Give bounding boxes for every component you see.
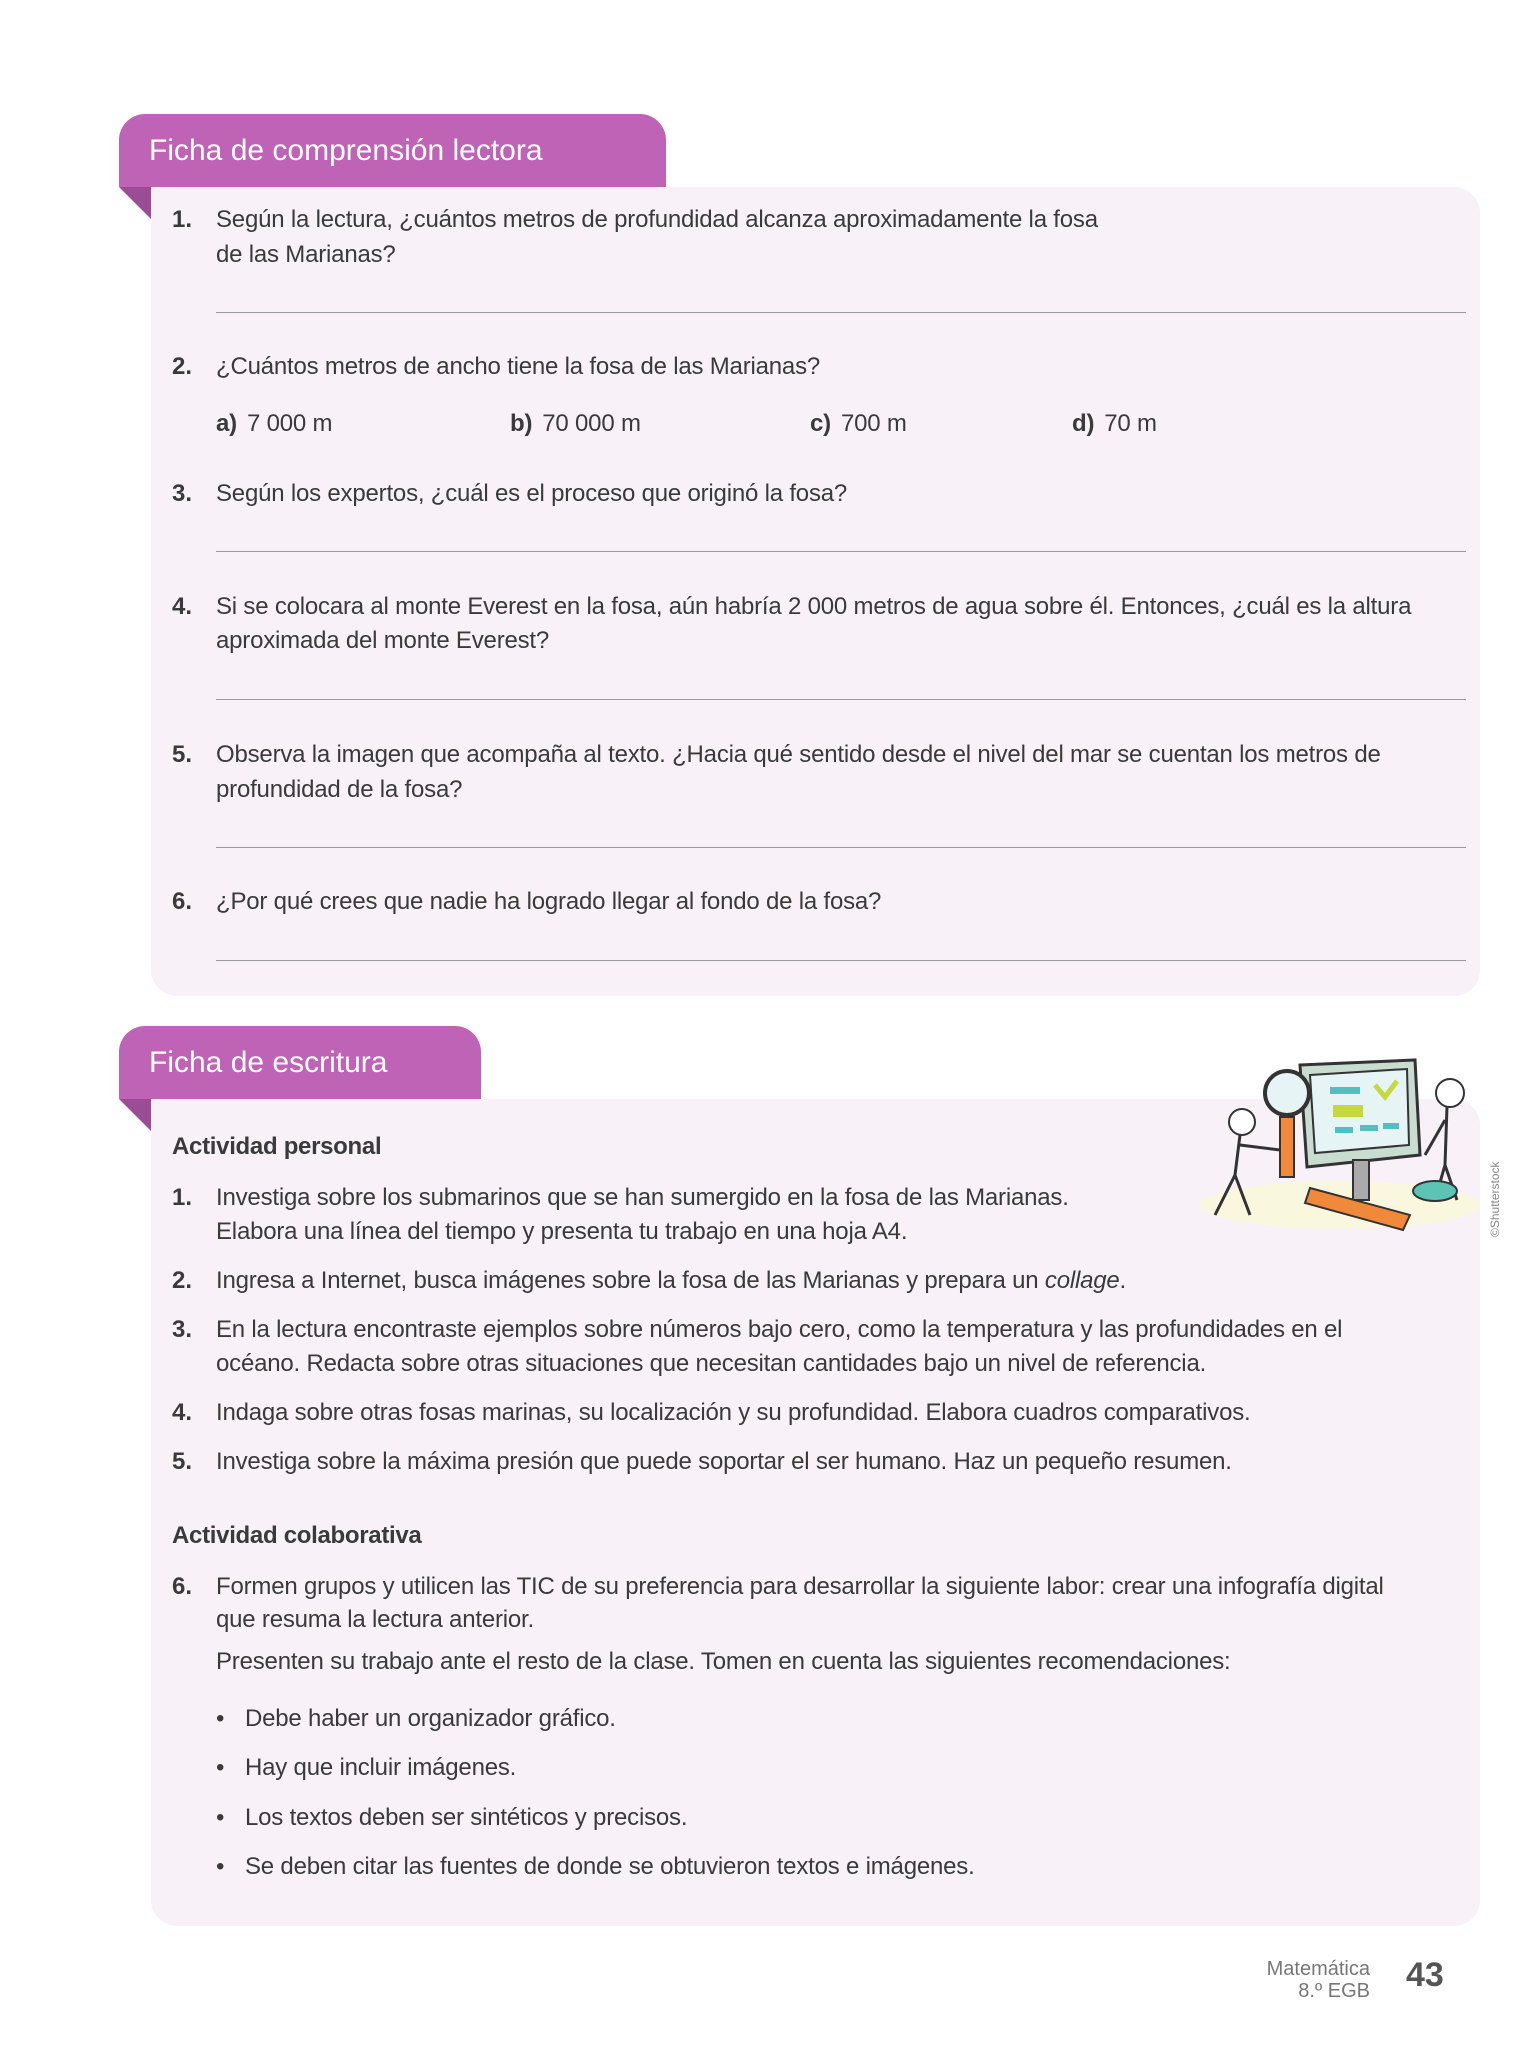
footer-subject	[1267, 1958, 1370, 2002]
writing-title: Ficha de escritura	[149, 1045, 388, 1079]
bullet-icon: •	[216, 1754, 225, 1781]
item-text: Investiga sobre los submarinos que se han sumergido en la fosa de las Marianas.	[216, 1184, 1069, 1211]
personal-heading: Actividad personal	[172, 1133, 382, 1160]
option-key: c)	[810, 410, 831, 437]
q-number: 5.	[172, 741, 193, 768]
writing-tab	[119, 1026, 481, 1099]
option-b[interactable]	[510, 410, 641, 438]
item-text-italic: collage	[1044, 1267, 1120, 1294]
option-text: 70 000 m	[542, 410, 641, 437]
item-text	[216, 1267, 1126, 1295]
bullet-icon: •	[216, 1853, 225, 1880]
tab-fold	[119, 187, 151, 219]
collab-heading: Actividad colaborativa	[172, 1522, 422, 1549]
q-number: 4.	[172, 593, 193, 620]
item-text: Formen grupos y utilicen las TIC de su preferencia para desarrollar la siguiente labor: crear una infografía digital	[216, 1573, 1384, 1600]
tab-fold	[119, 1099, 151, 1131]
option-text: 70 m	[1104, 410, 1157, 437]
q-number: 1.	[172, 206, 193, 233]
q-text: Según la lectura, ¿cuántos metros de profundidad alcanza aproximadamente la fosa	[216, 206, 1098, 233]
option-c[interactable]	[810, 410, 907, 438]
q-text: ¿Cuántos metros de ancho tiene la fosa de las Marianas?	[216, 353, 821, 380]
reading-tab	[119, 114, 666, 187]
q-number: 6.	[172, 888, 193, 915]
bullet-text: Los textos deben ser sintéticos y precisos.	[245, 1804, 688, 1831]
item-text-end: .	[1119, 1267, 1127, 1294]
answer-line[interactable]	[216, 960, 1466, 961]
q-text: Si se colocara al monte Everest en la fosa, aún habría 2 000 metros de agua sobre él. Entonces, ¿cuál es la altura	[216, 593, 1412, 620]
answer-line[interactable]	[216, 699, 1466, 700]
q-number: 2.	[172, 353, 193, 380]
q-text: aproximada del monte Everest?	[216, 627, 550, 654]
grade-label: 8.º EGB	[1298, 1980, 1370, 2002]
bullet-text: Se deben citar las fuentes de donde se obtuvieron textos e imágenes.	[245, 1853, 975, 1880]
subject-label: Matemática	[1266, 1958, 1370, 1980]
answer-line[interactable]	[216, 312, 1466, 313]
item-text: En la lectura encontraste ejemplos sobre números bajo cero, como la temperatura y las profundidades en el	[216, 1316, 1343, 1343]
bullet-icon: •	[216, 1804, 225, 1831]
q-text: Observa la imagen que acompaña al texto. ¿Hacia qué sentido desde el nivel del mar se cuentan los metros de	[216, 741, 1381, 768]
option-a[interactable]	[216, 410, 332, 438]
item-text: Elabora una línea del tiempo y presenta tu trabajo en una hoja A4.	[216, 1218, 908, 1245]
item-text: que resuma la lectura anterior.	[216, 1606, 534, 1633]
option-d[interactable]	[1072, 410, 1157, 438]
item-number: 4.	[172, 1399, 193, 1426]
q-text: profundidad de la fosa?	[216, 776, 463, 803]
option-text: 7 000 m	[246, 410, 333, 437]
answer-line[interactable]	[216, 847, 1466, 848]
item-number: 2.	[172, 1267, 193, 1294]
item-text: Indaga sobre otras fosas marinas, su localización y su profundidad. Elabora cuadros comparativos.	[216, 1399, 1251, 1426]
item-text: Presenten su trabajo ante el resto de la clase. Tomen en cuenta las siguientes recomendaciones:	[216, 1648, 1231, 1675]
option-key: a)	[216, 410, 237, 437]
option-key: d)	[1072, 410, 1095, 437]
research-illustration	[1195, 1055, 1485, 1235]
reading-panel	[151, 187, 1480, 996]
q-text: de las Marianas?	[216, 241, 396, 268]
q-text: ¿Por qué crees que nadie ha logrado llegar al fondo de la fosa?	[216, 888, 882, 915]
item-number: 5.	[172, 1448, 193, 1475]
item-text-main: Ingresa a Internet, busca imágenes sobre la fosa de las Marianas y prepara un	[216, 1267, 1045, 1294]
q-number: 3.	[172, 480, 193, 507]
bullet-icon: •	[216, 1705, 225, 1732]
page-number: 43	[1406, 1956, 1444, 1994]
item-number: 6.	[172, 1573, 193, 1600]
bullet-text: Hay que incluir imágenes.	[245, 1754, 517, 1781]
answer-line[interactable]	[216, 551, 1466, 552]
item-number: 1.	[172, 1184, 193, 1211]
item-text: Investiga sobre la máxima presión que puede soportar el ser humano. Haz un pequeño resumen.	[216, 1448, 1232, 1475]
bullet-text: Debe haber un organizador gráfico.	[245, 1705, 616, 1732]
option-text: 700 m	[840, 410, 907, 437]
option-key: b)	[510, 410, 533, 437]
image-credit: ©Shutterstock	[1488, 1161, 1502, 1237]
item-text: océano. Redacta sobre otras situaciones que necesitan cantidades bajo un nivel de referencia.	[216, 1350, 1207, 1377]
item-number: 3.	[172, 1316, 193, 1343]
q-text: Según los expertos, ¿cuál es el proceso que originó la fosa?	[216, 480, 848, 507]
reading-title: Ficha de comprensión lectora	[149, 133, 543, 167]
